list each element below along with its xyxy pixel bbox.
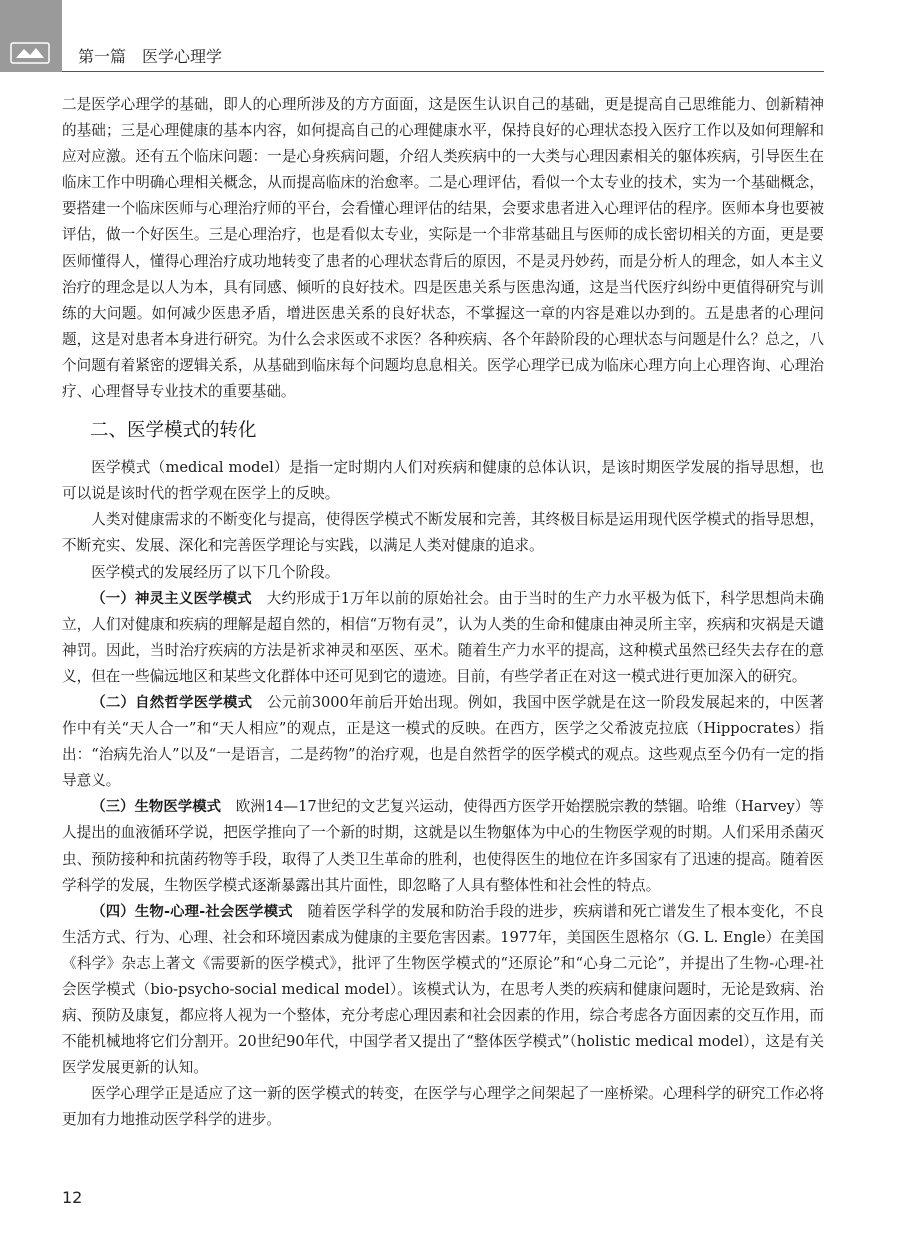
header-rule (62, 71, 824, 72)
intro-paragraph: 二是医学心理学的基础，即人的心理所涉及的方方面面，这是医生认识自己的基础，更是提高自己思维能力、创新精神的基础；三是心理健康的基本内容，如何提高自己的心理健康水平，保持良好的心理状态投入医疗工作以及如何理解和应对应激。还有五个临床问题：一是心身疾病问题，介绍人类疾病中的一大类与心理因素相关的躯体疾病，引导医生在临床工作中明确心理相关概念，从而提高临床的治愈率。二是心理评估，看似一个太专业的技术，实为一个基础概念，要搭建一个临床医师与心理治疗师的平台，会看懂心理评估的结果，会要求患者进入心理评估的程序。医师本身也要被评估，做一个好医生。三是心理治疗，也是看似太专业，实际是一个非常基础且与医师的成长密切相关的方面，更是要医师懂得人，懂得心理治疗成功地转变了患者的心理状态背后的原因，不是灵丹妙药，而是分析人的理念，如人本主义治疗的理念是以人为本，具有同感、倾听的良好技术。四是医患关系与医患沟通，这是当代医疗纠纷中更值得研究与训练的大问题。如何减少医患矛盾，增进医患关系的良好状态，不掌握这一章的内容是难以办到的。五是患者的心理问题，这是对患者本身进行研究。为什么会求医或不求医？各种疾病、各个年龄阶段的心理状态与问题是什么？总之，八个问题有着紧密的逻辑关系，从基础到临床每个问题均息息相关。医学心理学已成为临床心理方向上心理咨询、心理治疗、心理督导专业技术的重要基础。 (62, 96, 824, 401)
paragraph-stages-intro: 医学模式的发展经历了以下几个阶段。 (91, 563, 340, 581)
stage-text-3: 欧洲14—17世纪的文艺复兴运动，使得西方医学开始摆脱宗教的禁锢。哈维（Harvey）等人提出的血液循环学说，把医学推向了一个新的时期，这就是以生物躯体为中心的生物医学观的时期。人们采用杀菌灭虫、预防接种和抗菌药物等手段，取得了人类卫生革命的胜利，也使得医生的地位在许多国家有了迅速的提高。随着医学科学的发展，生物医学模式逐渐暴露出其片面性，即忽略了人具有整体性和社会性的特点。 (62, 798, 824, 894)
stage-text-4: 随着医学科学的发展和防治手段的进步，疾病谱和死亡谱发生了根本变化，不良生活方式、行为、心理、社会和环境因素成为健康的主要危害因素。1977年，美国医生恩格尔（G. L. Engle）在美国《科学》杂志上著文《需要新的医学模式》，批评了生物医学模式的“还原论”和“心身二元论”，并提出了生物-心理-社会医学模式（bio-psycho-social medical model）。该模式认为，在思考人类的疾病和健康问题时，无论是致病、治病、预防及康复，都应将人视为一个整体，充分考虑心理因素和社会因素的作用，综合考虑各方面因素的交互作用，而不能机械地将它们分割开。20世纪90年代，中国学者又提出了“整体医学模式”（holistic medical model），这是有关医学发展更新的认知。 (62, 902, 824, 1077)
page-number: 12 (62, 1188, 83, 1207)
stage-heading-2: （二）自然哲学医学模式 (91, 694, 253, 711)
stage-paragraph-2 (62, 690, 824, 794)
closing-paragraph: 医学心理学正是适应了这一新的医学模式的转变，在医学与心理学之间架起了一座桥梁。心理科学的研究工作必将更加有力地推动医学科学的进步。 (62, 1085, 824, 1129)
stage-heading-4: （四）生物-心理-社会医学模式 (91, 903, 293, 920)
stage-paragraph-4 (62, 899, 824, 1082)
header-tab (0, 0, 62, 72)
stage-heading-3: （三）生物医学模式 (91, 799, 222, 816)
running-header-title: 第一篇 医学心理学 (78, 47, 223, 66)
section-heading: 二、医学模式的转化 (90, 420, 257, 442)
paragraph-goal: 人类对健康需求的不断变化与提高，使得医学模式不断发展和完善，其终极目标是运用现代医学模式的指导思想，不断充实、发展、深化和完善医学理论与实践，以满足人类对健康的追求。 (62, 511, 824, 555)
page-body (62, 92, 824, 1134)
stage-paragraph-1 (62, 586, 824, 690)
paragraph-definition: 医学模式（medical model）是指一定时期内人们对疾病和健康的总体认识，是该时期医学发展的指导思想，也可以说是该时代的哲学观在医学上的反映。 (62, 459, 824, 503)
publisher-logo-icon (10, 42, 50, 64)
stage-paragraph-3 (62, 794, 824, 898)
stage-heading-1: （一）神灵主义医学模式 (91, 590, 252, 607)
stage-text-2: 公元前3000年前后开始出现。例如，我国中医学就是在这一阶段发展起来的，中医著作中有关“天人合一”和“天人相应”的观点，正是这一模式的反映。在西方，医学之父希波克拉底（Hippocrates）指出：“治病先治人”以及“一是语言，二是药物”的治疗观，也是自然哲学的医学模式的观点。这些观点至今仍有一定的指导意义。 (62, 693, 824, 790)
stage-text-1: 大约形成于1万年以前的原始社会。由于当时的生产力水平极为低下，科学思想尚未确立，人们对健康和疾病的理解是超自然的，相信“万物有灵”，认为人类的生命和健康由神灵所主宰，疾病和灾祸是天谴神罚。因此，当时治疗疾病的方法是祈求神灵和巫医、巫术。随着生产力水平的提高，这种模式虽然已经失去存在的意义，但在一些偏远地区和某些文化群体中还可见到它的遗迹。目前，有些学者正在对这一模式进行更加深入的研究。 (62, 589, 824, 685)
